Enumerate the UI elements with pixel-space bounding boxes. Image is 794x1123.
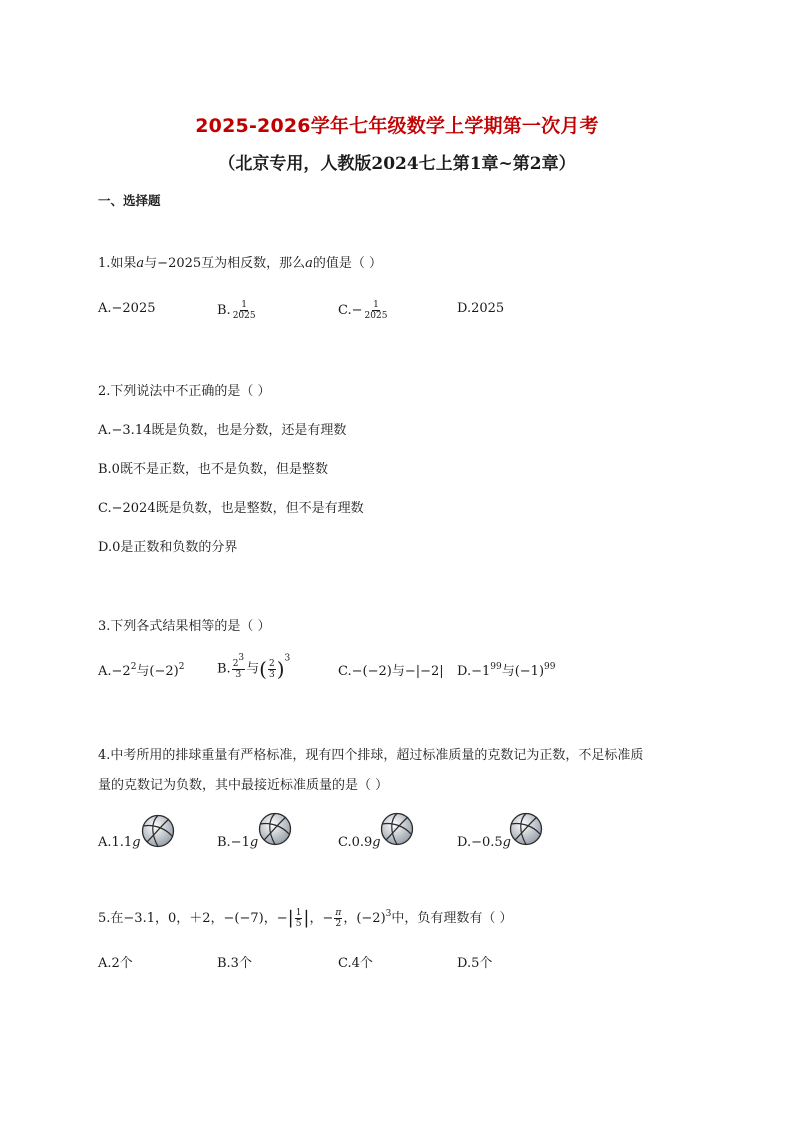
option-label: B.	[217, 661, 231, 677]
question-4-stem-line-2: 量的克数记为负数，其中最接近标准质量的是（ ）	[98, 778, 389, 793]
question-4-stem-line-1: 4.中考所用的排球重量有严格标准，现有四个排球，超过标准质量的克数记为正数，不足标准质	[98, 748, 644, 763]
exponent: 99	[490, 662, 502, 672]
fraction	[364, 300, 389, 321]
exponent: 2	[130, 662, 137, 672]
section-heading: 一、选择题	[98, 193, 161, 208]
fraction-numerator: 1	[241, 300, 247, 310]
option-text: 与(−2)	[136, 664, 179, 679]
unit: g	[502, 835, 511, 850]
volleyball-icon	[380, 812, 414, 846]
option-label: A.1.1	[98, 835, 133, 850]
fraction	[295, 908, 303, 929]
option-text: D.−1	[457, 664, 491, 679]
question-2-stem: 2.下列说法中不正确的是（ ）	[98, 384, 271, 399]
question-2-option-b: B.0既不是正数，也不是负数，但是整数	[98, 462, 328, 477]
unit: g	[249, 835, 259, 850]
question-2-option-c: C.−2024既是负数，也是整数，但不是有理数	[98, 501, 364, 516]
option-text: 与(−1)	[501, 664, 545, 679]
q1-stem-part: 1.如果	[98, 256, 137, 271]
fraction-numerator: 2	[268, 658, 275, 669]
question-3-option-a	[98, 663, 184, 681]
q5-stem-part: ，−	[309, 911, 334, 926]
fraction-numerator: 1	[295, 908, 302, 918]
volleyball-icon	[258, 812, 292, 846]
fraction-denominator: 2	[335, 919, 342, 929]
exponent: 3	[284, 653, 291, 664]
exponent: 3	[238, 653, 245, 663]
question-5-option-c: C.4个	[338, 956, 373, 971]
question-1-option-b	[217, 300, 258, 321]
q1-stem-part: 的值是（ ）	[312, 256, 383, 271]
fraction	[232, 300, 257, 321]
fraction-denominator: 5	[295, 919, 302, 929]
right-paren: )	[276, 657, 285, 681]
question-1-option-a: A.−2025	[98, 301, 156, 316]
unit: g	[132, 835, 141, 850]
question-5-option-a: A.2个	[98, 956, 133, 971]
question-3-option-b	[217, 653, 291, 681]
option-label: C.−	[338, 303, 363, 318]
option-label: B.	[217, 303, 231, 318]
question-4-option-c	[338, 834, 381, 852]
option-label: B.−1	[217, 835, 250, 850]
numerator-base: 2	[232, 659, 239, 669]
q5-stem-part: 中，负有理数有（ ）	[391, 911, 513, 926]
question-5-option-b: B.3个	[217, 956, 252, 971]
q5-stem-part: ，(−2)	[343, 911, 386, 926]
option-label: C.0.9	[338, 835, 373, 850]
question-5-option-d: D.5个	[457, 956, 493, 971]
question-4-option-b	[217, 834, 258, 852]
option-text: A.−2	[98, 664, 131, 679]
exponent: 99	[544, 662, 556, 672]
option-label: D.−0.5	[457, 835, 503, 850]
question-2-option-d: D.0是正数和负数的分界	[98, 540, 238, 555]
fraction	[334, 908, 342, 929]
fraction	[232, 653, 245, 680]
abs-bar-right: |	[303, 907, 310, 929]
question-1-option-c	[338, 300, 389, 321]
volleyball-icon	[509, 812, 543, 846]
volleyball-icon	[141, 814, 175, 848]
fraction-denominator: 3	[268, 669, 275, 680]
fraction-numerator	[232, 653, 245, 670]
left-paren: (	[259, 657, 267, 681]
unit: g	[372, 835, 381, 850]
q5-stem-part: 5.在−3.1，0，＋2，−(−7)，−	[98, 911, 288, 926]
exponent: 2	[178, 662, 185, 672]
question-1-stem	[98, 255, 382, 273]
exam-subtitle: （北京专用，人教版2024七上第1章~第2章）	[218, 154, 576, 174]
fraction-denominator: 3	[235, 670, 242, 680]
exponent: 3	[385, 909, 392, 919]
exam-title: 2025-2026学年七年级数学上学期第一次月考	[195, 115, 599, 137]
fraction-denominator: 2025	[232, 311, 256, 321]
fraction-numerator: π	[335, 908, 342, 918]
question-5-stem	[98, 908, 513, 929]
fraction-numerator: 1	[373, 300, 379, 310]
fraction-denominator: 2025	[364, 311, 388, 321]
question-3-option-d	[457, 663, 555, 681]
fraction	[268, 659, 276, 680]
option-text: 与	[246, 661, 260, 677]
abs-bar-left: |	[287, 907, 294, 929]
q1-variable: a	[136, 256, 145, 271]
question-2-option-a: A.−3.14既是负数，也是分数，还是有理数	[98, 423, 347, 438]
question-1-option-d: D.2025	[457, 301, 505, 316]
question-4-option-d	[457, 834, 511, 852]
question-3-stem: 3.下列各式结果相等的是（ ）	[98, 619, 271, 634]
question-3-option-c: C.−(−2)与−|−2|	[338, 664, 444, 679]
q1-variable: a	[305, 256, 313, 271]
q1-stem-part: 与−2025互为相反数，那么	[144, 256, 306, 271]
question-4-option-a	[98, 834, 141, 852]
